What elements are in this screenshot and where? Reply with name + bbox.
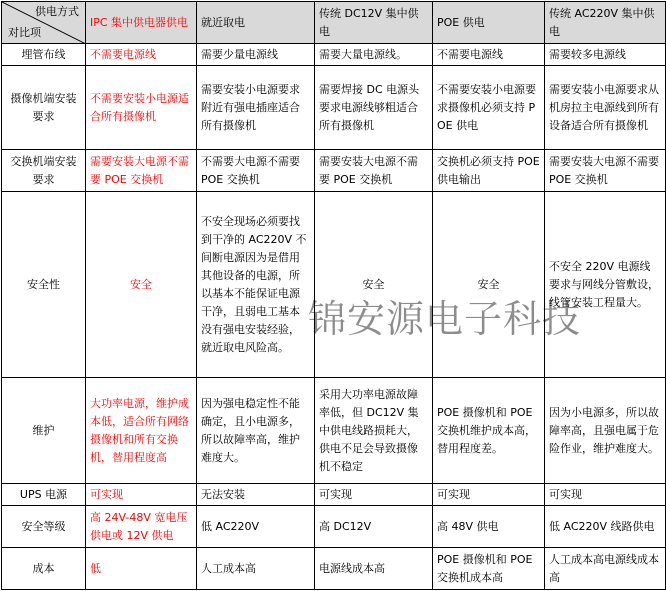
table-cell: 人工成本高 (197, 548, 315, 590)
table-cell: 需要较多电源线 (545, 44, 666, 66)
table-row (2, 506, 666, 548)
table-row (2, 150, 666, 192)
table-cell: 低 AC220V 线路供电 (545, 506, 666, 548)
comparison-table (1, 1, 666, 590)
table-cell: 安全 (315, 192, 433, 378)
table-cell: 无法安装 (197, 484, 315, 506)
row-label: 安全性 (2, 192, 86, 378)
table-row (2, 66, 666, 150)
table-cell: 安全 (86, 192, 197, 378)
header-dc12v: 传统 DC12V 集中供电 (315, 2, 433, 44)
row-label: 摄像机端安装要求 (2, 66, 86, 150)
table-cell: 需要安装大电源不需要 POE 交换机 (315, 150, 433, 192)
table-cell: 需要大量电源线。 (315, 44, 433, 66)
row-label: 交换机端安装要求 (2, 150, 86, 192)
table-cell: 不需要电源线 (433, 44, 545, 66)
table-cell: 需要焊接 DC 电源头要求电源线够粗适合所有摄像机 (315, 66, 433, 150)
table-row (2, 484, 666, 506)
row-label: 安全等级 (2, 506, 86, 548)
table-cell: 不需要大电源不需要 POE 交换机 (197, 150, 315, 192)
corner-top-label: 供电方式 (35, 5, 79, 18)
table-cell: POE 摄像机和 POE 交换机成本高 (433, 548, 545, 590)
table-cell: 高 DC12V (315, 506, 433, 548)
table-cell: 因为小电源多，所以故障率高，且强电属于危险作业，维护难度大。 (545, 378, 666, 484)
table-cell: 人工成本高电源线成本高 (545, 548, 666, 590)
row-label: UPS 电源 (2, 484, 86, 506)
table-cell: 需要安装小电源要求附近有强电插座适合所有摄像机 (197, 66, 315, 150)
header-row (2, 2, 666, 44)
table-cell: 高 48V 供电 (433, 506, 545, 548)
watermark: 锦安源电子科技 (308, 297, 582, 341)
header-corner-cell (2, 2, 86, 44)
table-cell: 需要安装小电源要求从机房拉主电源线到所有设备适合所有摄像机 (545, 66, 666, 150)
header-nearby-power: 就近取电 (197, 2, 315, 44)
table-cell: 可实现 (433, 484, 545, 506)
header-ipc: IPC 集中供电器供电 (86, 2, 197, 44)
table-cell: 大功率电源，维护成本低，适合所有网络摄像机和所有交换机，替用程度高 (86, 378, 197, 484)
table-cell: 因为强电稳定性不能确定，且小电源多，所以故障率高，维护难度大。 (197, 378, 315, 484)
table-cell: 不需要安装小电源要求摄像机必须支持 POE 供电 (433, 66, 545, 150)
table-row (2, 548, 666, 590)
table-cell: 可实现 (545, 484, 666, 506)
table-cell: 电源线成本高 (315, 548, 433, 590)
table-cell: 高 24V-48V 宽电压供电或 12V 供电 (86, 506, 197, 548)
table-cell: 低 (86, 548, 197, 590)
table-cell: 可实现 (86, 484, 197, 506)
header-poe: POE 供电 (433, 2, 545, 44)
table-cell: POE 摄像机和 POE 交换机维护成本高，替用程度差。 (433, 378, 545, 484)
table-cell: 采用大功率电源故障率低，但 DC12V 集中供电线路损耗大，供电不足会导致摄像机不稳定 (315, 378, 433, 484)
table-cell: 不需要电源线 (86, 44, 197, 66)
row-label: 维护 (2, 378, 86, 484)
table-row (2, 192, 666, 378)
table-cell: 不需要安装小电源适合所有摄像机 (86, 66, 197, 150)
table-cell: 不安全现场必须要找到干净的 AC220V 不间断电源因为是借用其他设备的电源，所以基本不能保证电源干净，且弱电工基本没有强电安装经验，就近取电风险高。 (197, 192, 315, 378)
corner-bottom-label: 对比项 (8, 26, 41, 39)
row-label: 埋管布线 (2, 44, 86, 66)
table-cell: 交换机必须支持 POE 供电输出 (433, 150, 545, 192)
header-ac220v: 传统 AC220V 集中供电 (545, 2, 666, 44)
table-cell: 需要安装大电源不需要 POE 交换机 (86, 150, 197, 192)
table-cell: 需要少量电源线 (197, 44, 315, 66)
table-cell: 不安全 220V 电源线要求与网线分管敷设，线管安装工程量大。 (545, 192, 666, 378)
table-cell: 可实现 (315, 484, 433, 506)
table-cell: 安全 (433, 192, 545, 378)
table-cell: 低 AC220V (197, 506, 315, 548)
table-cell: 需要安装大电源不需要 POE 交换机 (545, 150, 666, 192)
row-label: 成本 (2, 548, 86, 590)
table-row (2, 378, 666, 484)
table-row (2, 44, 666, 66)
